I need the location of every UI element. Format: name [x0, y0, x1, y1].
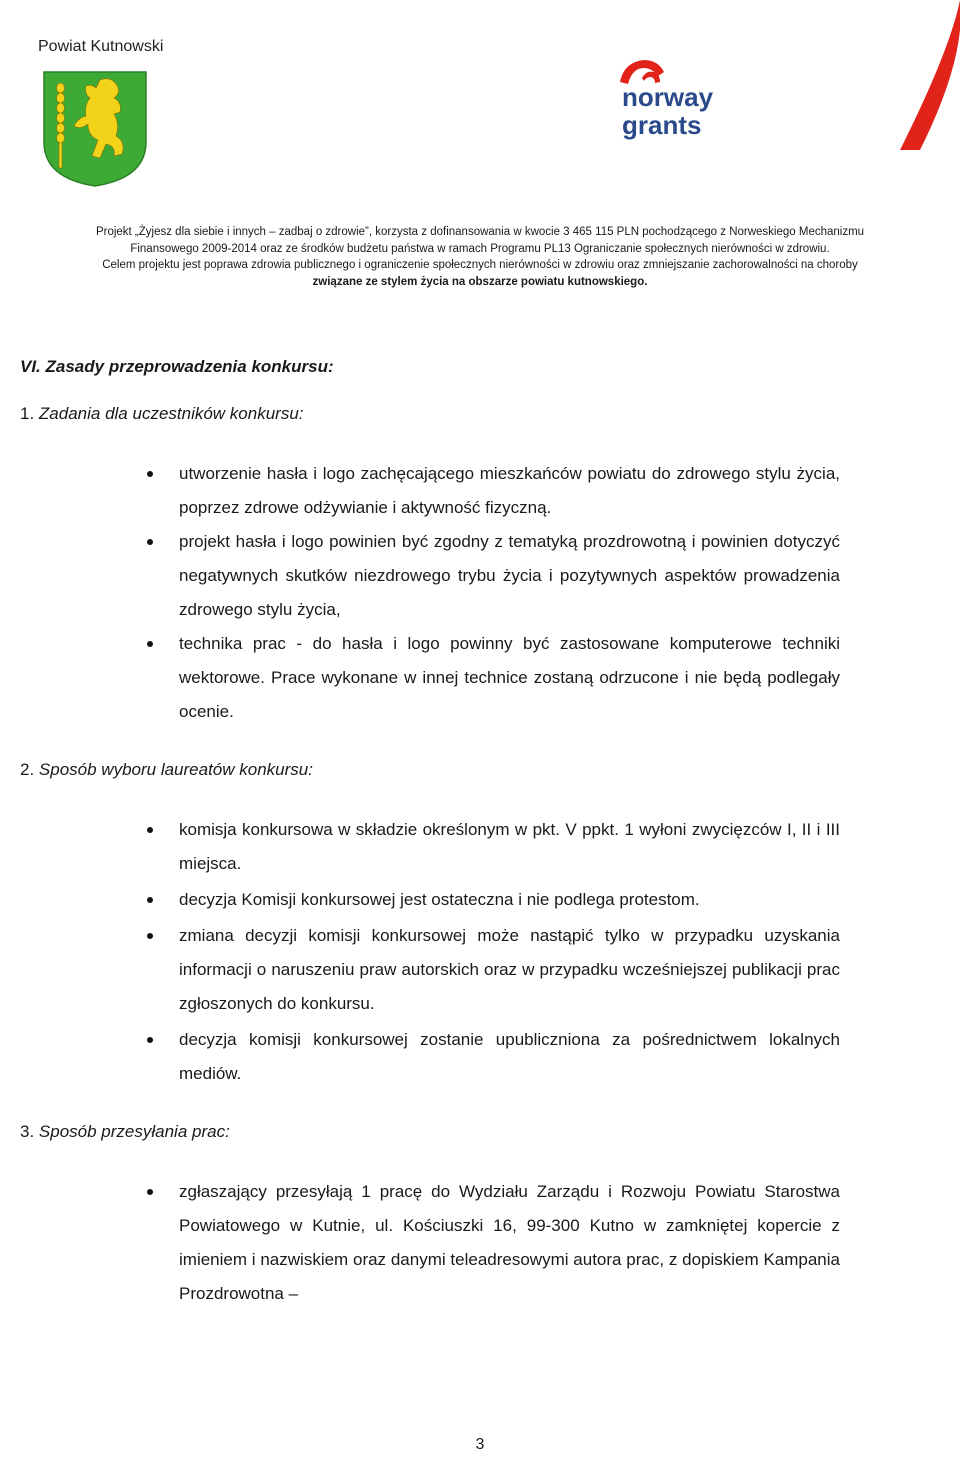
subsection-3-title: Sposób przesyłania prac: [38, 1122, 230, 1141]
submission-list [20, 1175, 840, 1311]
list-item: utworzenie hasła i logo zachęcającego mieszkańców powiatu do zdrowego stylu życia, poprzez zdrowe odżywianie i aktywność fizyczną. [20, 457, 840, 525]
document-body [20, 350, 840, 1311]
corner-decoration [900, 0, 960, 150]
list-item: decyzja komisji konkursowej zostanie upubliczniona za pośrednictwem lokalnych mediów. [20, 1023, 840, 1091]
norway-grants-logo [612, 54, 736, 142]
page-number: 3 [475, 1436, 485, 1453]
project-info-line-1: Projekt „Żyjesz dla siebie i innych – zadbaj o zdrowie”, korzysta z dofinansowania w kwocie 3 465 115 PLN pochodzącego z Norweskiego Mechanizmu [95, 226, 865, 238]
subsection-1-number: 1. [20, 404, 35, 423]
logo-text-grants: grants [622, 110, 702, 140]
list-item: decyzja Komisji konkursowej jest ostateczna i nie podlega protestom. [20, 883, 840, 917]
selection-list [20, 813, 840, 1091]
logo-text-norway: norway [622, 82, 714, 112]
subsection-3-heading [20, 1115, 840, 1149]
list-item: komisja konkursowa w składzie określonym w pkt. V ppkt. 1 wyłoni zwycięzców I, II i III miejsca. [20, 813, 840, 881]
subsection-1-heading [20, 397, 840, 431]
county-name: Powiat Kutnowski [38, 38, 164, 55]
subsection-2-title: Sposób wyboru laureatów konkursu: [38, 760, 313, 779]
project-info-line-2: Finansowego 2009-2014 oraz ze środków budżetu państwa w ramach Programu PL13 Ograniczanie społecznych nierówności w zdrowiu. [130, 242, 830, 255]
subsection-2-heading [20, 753, 840, 787]
section-heading: VI. Zasady przeprowadzenia konkursu: [20, 357, 334, 376]
task-list [20, 457, 840, 729]
subsection-1-title: Zadania dla uczestników konkursu: [38, 404, 304, 423]
coat-of-arms-logo [42, 70, 148, 188]
list-item: zgłaszający przesyłają 1 pracę do Wydziału Zarządu i Rozwoju Powiatu Starostwa Powiatowego w Kutnie, ul. Kościuszki 16, 99-300 Kutno w zamkniętej kopercie z imieniem i nazwiskiem oraz danymi teleadresowymi autora prac, z dopiskiem Kampania Prozdrowotna – [20, 1175, 840, 1311]
list-item: technika prac - do hasła i logo powinny być zastosowane komputerowe techniki wektorowe. Prace wykonane w innej technice zostaną odrzucone i nie będą podlegały ocenie. [20, 627, 840, 729]
list-item: zmiana decyzji komisji konkursowej może nastąpić tylko w przypadku uzyskania informacji o naruszeniu praw autorskich oraz w przypadku wcześniejszej publikacji prac zgłoszonych do konkursu. [20, 919, 840, 1021]
project-info-line-3: Celem projektu jest poprawa zdrowia publicznego i ograniczenie społecznych nierówności w zdrowiu oraz zmniejszanie zachorowalności na choroby [102, 259, 858, 271]
project-info [0, 224, 960, 290]
list-item: projekt hasła i logo powinien być zgodny z tematyką prozdrowotną i powinien dotyczyć negatywnych skutków niezdrowego trybu życia i pozytywnych aspektów prowadzenia zdrowego stylu życia, [20, 525, 840, 627]
project-info-line-4: związane ze stylem życia na obszarze powiatu kutnowskiego. [312, 275, 648, 288]
subsection-2-number: 2. [20, 760, 35, 779]
subsection-3-number: 3. [20, 1122, 35, 1141]
